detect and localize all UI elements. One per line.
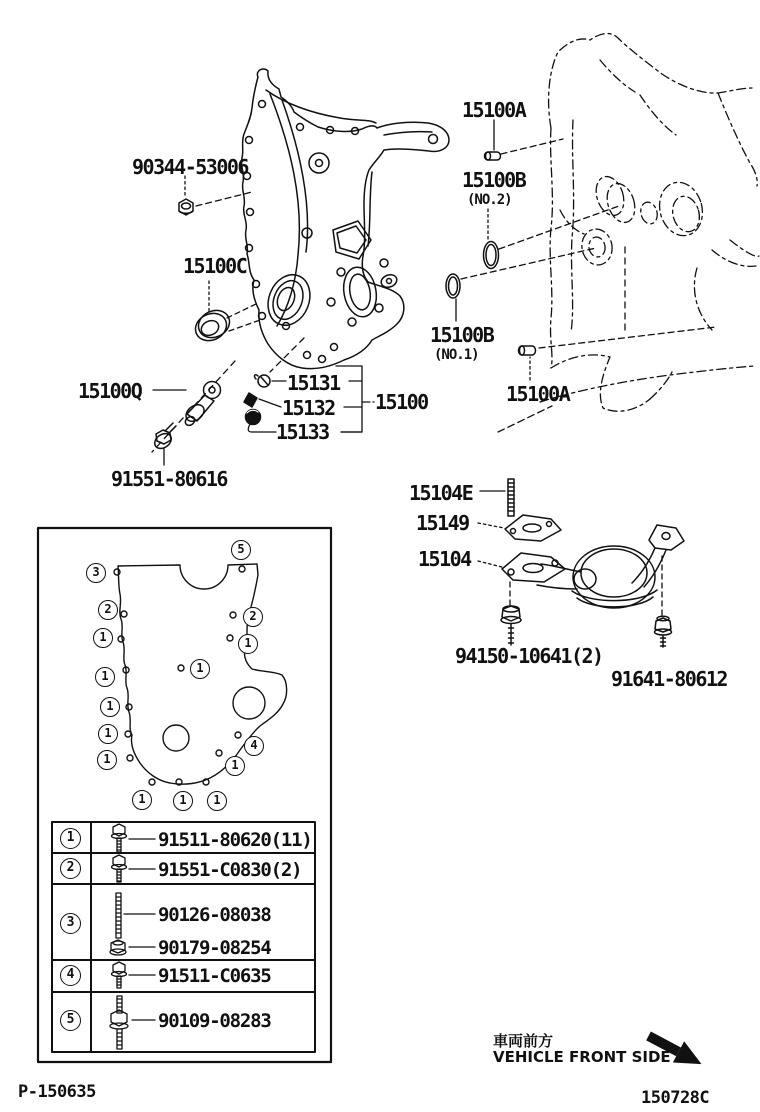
table-part-3a: 90126-08038 bbox=[158, 904, 271, 926]
table-badge-3: 3 bbox=[60, 913, 81, 934]
table-badge-1: 1 bbox=[60, 828, 81, 849]
callout-15100A-top: 15100A bbox=[462, 98, 526, 122]
callout-15131: 15131 bbox=[287, 371, 340, 395]
table-part-5: 90109-08283 bbox=[158, 1010, 271, 1032]
engine-block-drawing bbox=[498, 34, 759, 432]
callout-15100B-no2-sub: (NO.2) bbox=[467, 192, 512, 208]
gasket-marker-1: 1 bbox=[225, 756, 245, 776]
table-part-1: 91511-80620(11) bbox=[158, 829, 312, 851]
callout-15100B-no2: 15100B bbox=[462, 168, 526, 192]
retainer-15132-icon bbox=[244, 393, 257, 407]
nut-90344-icon bbox=[179, 199, 193, 215]
gasket-marker-1: 1 bbox=[93, 628, 113, 648]
table-badge-5: 5 bbox=[60, 1010, 81, 1031]
callout-15133: 15133 bbox=[276, 420, 329, 444]
table-badge-2: 2 bbox=[60, 858, 81, 879]
callout-15100Q: 15100Q bbox=[78, 379, 142, 403]
table-part-4: 91511-C0635 bbox=[158, 965, 271, 987]
callout-91641-80612: 91641-80612 bbox=[611, 667, 727, 691]
callout-91551-80616: 91551-80616 bbox=[111, 467, 227, 491]
oil-strainer-15104-icon bbox=[502, 546, 657, 608]
table-part-3b: 90179-08254 bbox=[158, 937, 271, 959]
figure-code-right: 150728C bbox=[641, 1088, 710, 1108]
callout-15104E: 15104E bbox=[409, 481, 473, 505]
gasket-marker-1: 1 bbox=[207, 791, 227, 811]
bolt-91551-icon bbox=[152, 423, 176, 451]
gasket-marker-1: 1 bbox=[173, 791, 193, 811]
table-part-2: 91551-C0830(2) bbox=[158, 859, 302, 881]
gasket-marker-1: 1 bbox=[95, 667, 115, 687]
pin-15100A-bottom-icon bbox=[519, 346, 536, 355]
gasket-marker-1: 1 bbox=[98, 724, 118, 744]
valve-15133-icon bbox=[246, 410, 261, 425]
bolt-91641-icon bbox=[655, 616, 672, 647]
strainer-bracket-icon bbox=[632, 525, 684, 587]
callout-15100A-bottom: 15100A bbox=[506, 382, 570, 406]
page-code-left: P-150635 bbox=[18, 1082, 96, 1102]
gasket-marker-1: 1 bbox=[100, 697, 120, 717]
stud-15104E-icon bbox=[508, 479, 514, 516]
timing-cover-drawing bbox=[242, 69, 449, 369]
table-badge-4: 4 bbox=[60, 965, 81, 986]
gasket-marker-2: 2 bbox=[243, 607, 263, 627]
vehicle-front-label-jp: 車両前方 bbox=[493, 1032, 554, 1050]
gasket-marker-3: 3 bbox=[86, 563, 106, 583]
gasket-marker-5: 5 bbox=[231, 540, 251, 560]
callout-15100B-no1: 15100B bbox=[430, 323, 494, 347]
gasket-marker-4: 4 bbox=[244, 736, 264, 756]
oil-seal-15100C-icon bbox=[191, 305, 234, 345]
callout-15104: 15104 bbox=[418, 547, 471, 571]
gasket-marker-1: 1 bbox=[238, 634, 258, 654]
sensor-15100Q-icon bbox=[183, 382, 221, 428]
gasket-marker-1: 1 bbox=[97, 750, 117, 770]
callout-94150-10641: 94150-10641(2) bbox=[455, 644, 603, 668]
gasket-marker-2: 2 bbox=[98, 600, 118, 620]
pin-15100A-top-icon bbox=[485, 152, 501, 160]
callout-90344-53006: 90344-53006 bbox=[132, 155, 248, 179]
plug-15131-icon bbox=[255, 375, 270, 387]
callout-15132: 15132 bbox=[282, 396, 335, 420]
callout-15149: 15149 bbox=[416, 511, 469, 535]
vehicle-front-label-en: VEHICLE FRONT SIDE bbox=[493, 1048, 671, 1066]
gasket-15149-icon bbox=[505, 515, 561, 541]
callout-15100B-no1-sub: (NO.1) bbox=[434, 347, 479, 363]
oring-15100B-no1-icon bbox=[446, 274, 460, 298]
callout-15100: 15100 bbox=[375, 390, 428, 414]
fastener-table-icons bbox=[110, 824, 155, 1049]
gasket-marker-1: 1 bbox=[190, 659, 210, 679]
gasket-marker-1: 1 bbox=[132, 790, 152, 810]
oring-15100B-no2-icon bbox=[484, 242, 499, 269]
nut-94150-icon bbox=[501, 606, 521, 645]
callout-15100C: 15100C bbox=[183, 254, 247, 278]
